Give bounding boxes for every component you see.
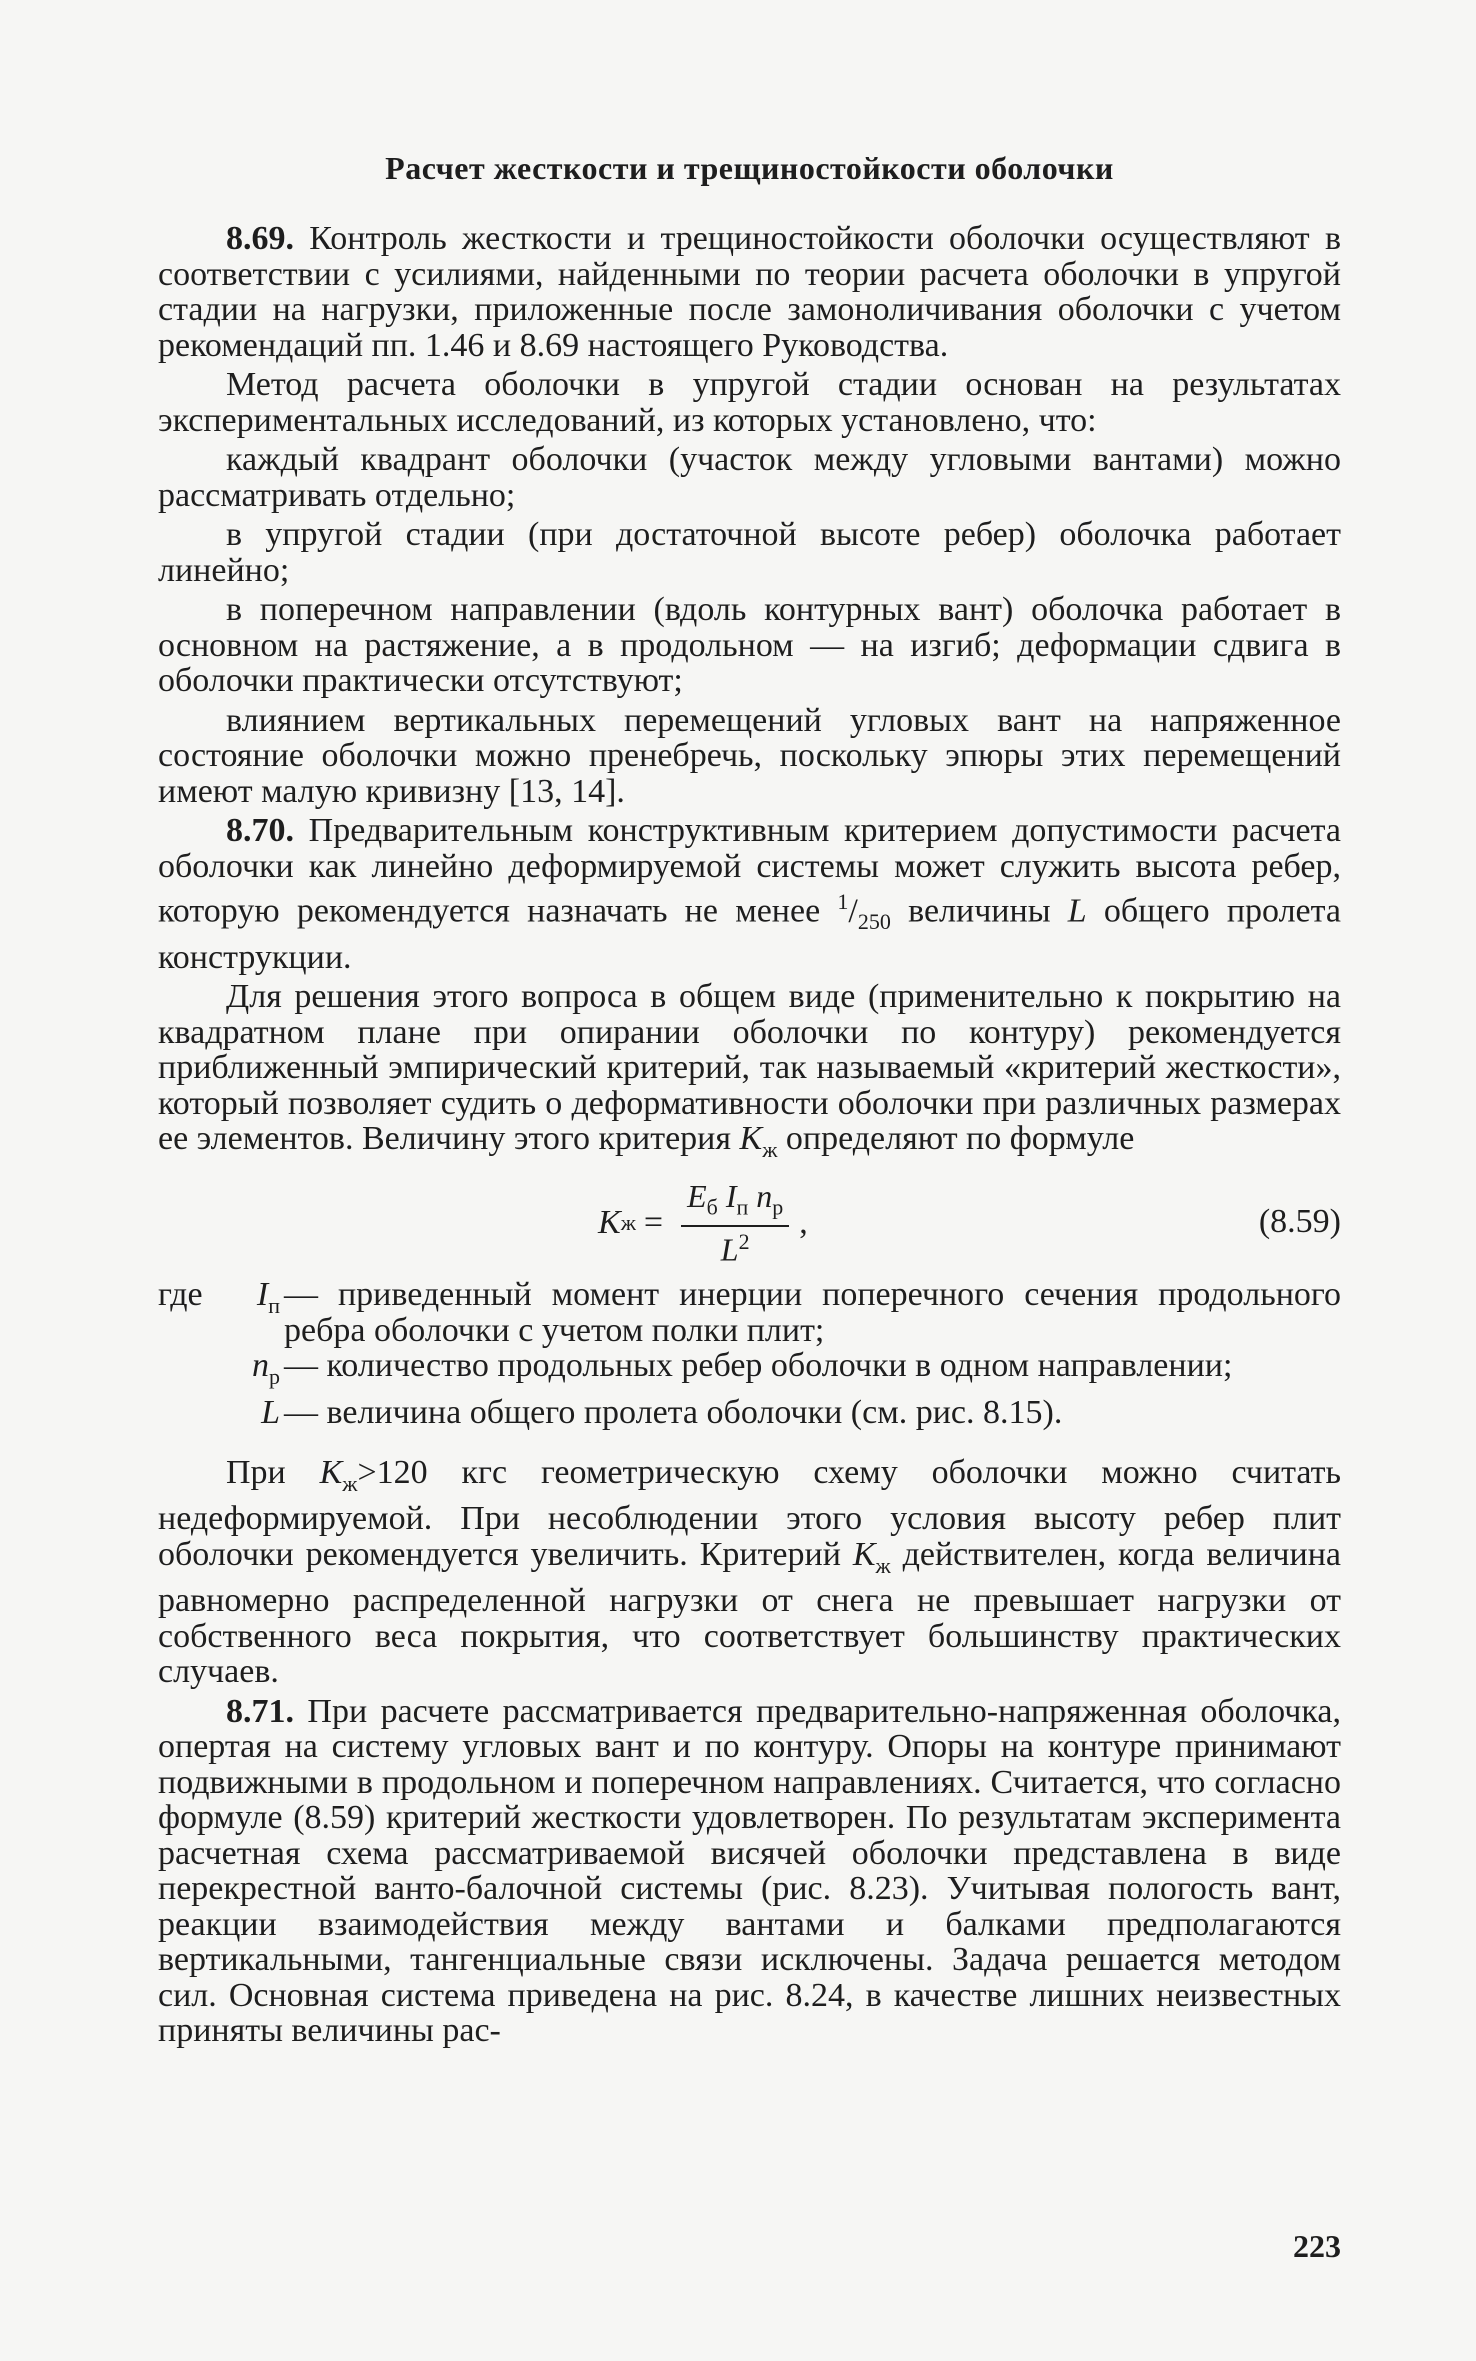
list-item-vertical: влиянием вертикальных перемещений угловых вант на напряженное состояние оболочки можно пренебречь, поскольку эпюры этих перемещений имеют малую кривизну [13, 14]. <box>158 701 1341 810</box>
section-heading: Расчет жесткости и трещиностойкости оболочки <box>385 150 1114 186</box>
paragraph-8-70: 8.70. Предварительным конструктивным критерием допустимости расчета оболочки как линейно деформируемой системы может служить высота ребер, которую рекомендуется назначать не менее $^1/_{250}$ величины L общего пролета конструкции. <box>158 812 1341 976</box>
paragraph-8-71: 8.71. При расчете рассматривается предварительно-напряженная оболочка, опертая на систему угловых вант и по контуру. Опоры на контуре принимают подвижными в продольном и поперечном направлениях. Считается, что согласно формуле (8.59) критерий жесткости удовлетворен. По результатам эксперимента расчетная схема рассматриваемой висячей оболочки представлена в виде перекрестной ванто-балочной системы (рис. 8.23). Учитывая пологость вант, реакции взаимодействия между вантами и балками предполагаются вертикальными, тангенциальные связи исключены. Задача решается методом сил. Основная система приведена на рис. 8.24, в качестве лишних неизвестных приняты величины рас- <box>158 1692 1341 2050</box>
paragraph-method: Метод расчета оболочки в упругой стадии основан на результатах экспериментальных исследований, из которых установлено, что: <box>158 366 1341 439</box>
paragraph-criterion-limit: При $K_ж>120$ кгс геометрическую схему оболочки можно считать недеформируемой. При несоблюдении этого условия высоту ребер плит оболочки рекомендуется увеличить. Критерий $K_ж$ действителен, когда величина равномерно распределенной нагрузки от снега не превышает нагрузки от собственного веса покрытия, что соответствует большинству практических случаев. <box>158 1454 1342 1691</box>
paragraph-criterion: Для решения этого вопроса в общем виде (применительно к покрытию на квадратном плане при опирании оболочки по контуру) рекомендуется приближенный эмпирический критерий, так называемый «критерий жесткости», который позволяет судить о деформативности оболочки при различных размерах ее элементов. Величину этого критерия $K_ж$ определяют по формуле <box>158 978 1341 1162</box>
list-item-quadrant: каждый квадрант оболочки (участок между угловыми вантами) можно рассматривать отдельно; <box>158 441 1341 514</box>
formula-fraction: $\frac{E_б I_п n_р}{L^2}$ <box>681 1178 789 1268</box>
formula-body: K ж = $\frac{E_б I_п n_р}{L^2}$ , <box>598 1178 808 1268</box>
formula-8-59 <box>158 1177 1341 1269</box>
list-item-tension: в поперечном направлении (вдоль контурных вант) оболочка работает в основном на растяжение, а в продольном — на изгиб; деформации сдвига в оболочки практически отсутствуют; <box>158 591 1341 699</box>
clause-number: 8.70. <box>226 812 294 849</box>
list-item-linear: в упругой стадии (при достаточной высоте ребер) оболочка работает линейно; <box>158 516 1341 589</box>
clause-number: 8.69. <box>226 220 294 257</box>
equation-number: (8.59) <box>1258 1203 1341 1241</box>
definition-row: $n_р$ — количество продольных ребер оболочки в одном направлении; <box>252 1347 1233 1390</box>
clause-number: 8.71. <box>226 1692 294 1730</box>
variable-definitions <box>158 1277 1341 1441</box>
page-number: 223 <box>1293 2228 1341 2264</box>
definition-row: где $I_п$ — приведенный момент инерции поперечного сечения продольного ребра оболочки с учетом полки плит; <box>158 1276 1341 1349</box>
definition-row: L — величина общего пролета оболочки (см. рис. 8.15). <box>261 1393 1063 1431</box>
paragraph-8-69: 8.69. Контроль жесткости и трещиностойкости оболочки осуществляют в соответствии с усилиями, найденными по теории расчета оболочки в упругой стадии на нагрузки, приложенные после замоноличивания оболочки с учетом рекомендаций пп. 1.46 и 8.69 настоящего Руководства. <box>158 220 1341 364</box>
